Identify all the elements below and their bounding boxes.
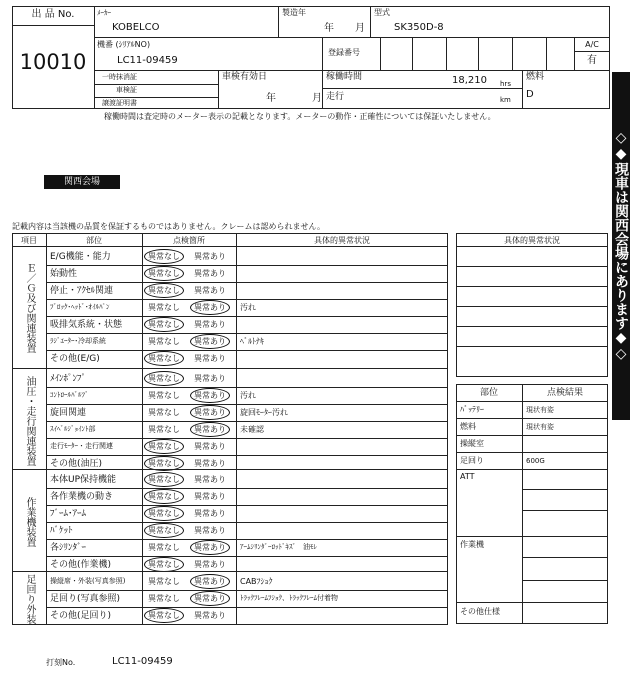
normal-circle-mark — [144, 371, 184, 386]
group-label: Ｅ／Ｇ及び関連装置 — [24, 262, 35, 353]
result-part: 操縦室 — [460, 439, 484, 448]
normal-option: 異常なし — [148, 475, 180, 484]
part-label: ﾊﾞｹｯﾄ — [50, 526, 73, 536]
normal-option: 異常なし — [148, 543, 180, 552]
row-divider — [46, 607, 448, 608]
abnormal-option: 異常あり — [194, 492, 226, 501]
normal-option: 異常なし — [148, 391, 180, 400]
col-detail: 具体的異常状況 — [314, 236, 370, 245]
result-part: 作業機 — [460, 540, 484, 549]
part-label: その他(油圧) — [50, 459, 103, 469]
normal-option: 異常なし — [148, 611, 180, 620]
col-item: 項目 — [21, 236, 37, 245]
maker-label: ﾒｰｶｰ — [97, 9, 111, 17]
result-value: 600G — [526, 457, 545, 465]
part-label: 始動性 — [50, 269, 78, 279]
part-label: ﾒｲﾝﾎﾟﾝﾌﾟ — [50, 374, 87, 384]
detail-text: ﾄﾗｯｸﾌﾚｰﾑﾌｼｮｸ、ﾄﾗｯｸﾌﾚｰﾑ付着物 — [240, 594, 338, 602]
part-label: 停止・ｱｸｾﾙ関連 — [50, 286, 114, 296]
hours-value: 18,210 — [452, 75, 487, 86]
group-divider — [12, 469, 448, 470]
normal-option: 異常なし — [148, 425, 180, 434]
row-divider — [46, 539, 448, 540]
inspection-expiry-label: 車検有効日 — [222, 72, 268, 82]
row-divider — [46, 333, 448, 334]
location-tag: 関西会場 — [44, 175, 120, 189]
temp-permit-label: 一時抹消証 — [102, 73, 137, 81]
abnormal-circle-mark — [190, 591, 230, 606]
model-label: 型式 — [374, 8, 390, 17]
abnormal-circle-mark — [190, 540, 230, 555]
normal-option: 異常なし — [148, 408, 180, 417]
detail-text: ｱｰﾑｼﾘﾝﾀﾞｰﾛｯﾄﾞｷｽﾞ 油ﾓﾚ — [240, 543, 317, 551]
part-label: ﾌﾞｰﾑ･ｱｰﾑ — [50, 509, 87, 519]
abnormal-option: 異常あり — [194, 509, 226, 518]
abnormal-option: 異常あり — [194, 320, 226, 329]
part-label: ｺﾝﾄﾛｰﾙﾊﾞﾙﾌﾞ — [50, 391, 89, 399]
hours-label: 稼働時間 — [326, 72, 363, 82]
location-banner: ◇◆現車は関西会場にあります◆◇ — [612, 72, 630, 420]
part-label: E/G機能・能力 — [50, 252, 111, 262]
row-divider — [46, 438, 448, 439]
hours-note: 稼働時間は査定時のメーター表示の記載となります。メーターの動作・正確性については保証いたしません。 — [104, 112, 496, 121]
normal-option: 異常なし — [148, 320, 180, 329]
row-divider — [46, 488, 448, 489]
normal-circle-mark — [144, 506, 184, 521]
row-divider — [46, 265, 448, 266]
abnormal-option: 異常あり — [194, 611, 226, 620]
row-divider — [46, 299, 448, 300]
row-divider — [46, 522, 448, 523]
part-label: その他(足回り) — [50, 611, 112, 621]
normal-circle-mark — [144, 608, 184, 623]
abnormal-option: 異常あり — [194, 442, 226, 451]
normal-option: 異常なし — [148, 577, 180, 586]
abnormal-option: 異常あり — [194, 286, 226, 295]
expiry-year-unit: 年 — [266, 93, 276, 104]
fuel-label: 燃料 — [526, 72, 545, 82]
month-unit: 月 — [355, 23, 365, 34]
right-detail-box — [456, 233, 608, 377]
normal-circle-mark — [144, 472, 184, 487]
row-divider — [46, 505, 448, 506]
part-label: 足回り(写真参照) — [50, 594, 121, 604]
right-detail-header: 具体的異常状況 — [504, 236, 560, 245]
normal-circle-mark — [144, 523, 184, 538]
stamp-value: LC11-09459 — [112, 656, 173, 667]
normal-option: 異常なし — [148, 509, 180, 518]
part-label: ﾗｼﾞｴｰﾀｰ･冷却系統 — [50, 337, 106, 345]
hours-unit: hrs — [500, 80, 511, 88]
abnormal-option: 異常あり — [194, 374, 226, 383]
km-unit: km — [500, 96, 511, 104]
part-label: ｽｲﾍﾞﾙｼﾞｮｲﾝﾄ部 — [50, 425, 96, 433]
detail-text: 旋回ﾓｰﾀｰ汚れ — [240, 408, 288, 417]
normal-option: 異常なし — [148, 442, 180, 451]
abnormal-circle-mark — [190, 388, 230, 403]
serial-label: 機番 (ｼﾘｱﾙNO) — [97, 40, 151, 49]
row-divider — [46, 350, 448, 351]
normal-option: 異常なし — [148, 374, 180, 383]
abnormal-option: 異常あり — [194, 475, 226, 484]
abnormal-option: 異常あり — [194, 391, 226, 400]
maker-value: KOBELCO — [112, 22, 160, 33]
result-part: 足回り — [460, 456, 484, 465]
part-label: 各作業機の動き — [50, 492, 114, 502]
inspection-cert-label: 車検証 — [116, 86, 137, 94]
normal-circle-mark — [144, 351, 184, 366]
transfer-cert-label: 譲渡証明書 — [102, 99, 137, 107]
result-part: ﾊﾞｯﾃﾘｰ — [460, 405, 484, 414]
normal-option: 異常なし — [148, 337, 180, 346]
year-label: 製造年 — [282, 8, 306, 17]
row-divider — [46, 282, 448, 283]
detail-text: ﾍﾞﾙﾄﾅｷ — [240, 337, 264, 346]
result-part: その他仕様 — [460, 607, 500, 616]
normal-option: 異常なし — [148, 354, 180, 363]
part-label: その他(E/G) — [50, 354, 100, 364]
model-value: SK350D-8 — [394, 22, 444, 33]
normal-circle-mark — [144, 489, 184, 504]
col-check: 点検箇所 — [173, 236, 205, 245]
abnormal-option: 異常あり — [194, 577, 226, 586]
part-label: 走行ﾓｰﾀｰ・走行関連 — [50, 442, 113, 450]
abnormal-option: 異常あり — [194, 337, 226, 346]
normal-option: 異常なし — [148, 492, 180, 501]
abnormal-option: 異常あり — [194, 425, 226, 434]
normal-option: 異常なし — [148, 286, 180, 295]
lot-label: 出 品 No. — [31, 9, 75, 20]
part-label: 本体UP保持機能 — [50, 475, 117, 485]
normal-option: 異常なし — [148, 560, 180, 569]
normal-option: 異常なし — [148, 252, 180, 261]
part-label: 吸排気系統・状態 — [50, 320, 123, 330]
result-part: 燃料 — [460, 422, 476, 431]
reg-label: 登録番号 — [328, 48, 360, 57]
stamp-label: 打刻No. — [46, 658, 76, 667]
detail-text: 汚れ — [240, 303, 256, 312]
abnormal-option: 異常あり — [194, 303, 226, 312]
normal-circle-mark — [144, 557, 184, 572]
abnormal-circle-mark — [190, 422, 230, 437]
group-label: 作業機装置 — [24, 497, 35, 547]
abnormal-circle-mark — [190, 574, 230, 589]
normal-option: 異常なし — [148, 594, 180, 603]
abnormal-option: 異常あり — [194, 459, 226, 468]
normal-option: 異常なし — [148, 459, 180, 468]
normal-circle-mark — [144, 317, 184, 332]
result-col-result: 点検結果 — [546, 388, 583, 398]
group-divider — [12, 571, 448, 572]
row-divider — [46, 421, 448, 422]
col-part: 部位 — [86, 236, 102, 245]
result-col-part: 部位 — [479, 388, 498, 398]
ac-value: 有 — [587, 55, 597, 66]
abnormal-option: 異常あり — [194, 526, 226, 535]
abnormal-option: 異常あり — [194, 269, 226, 278]
normal-circle-mark — [144, 439, 184, 454]
result-table — [456, 384, 608, 624]
expiry-month-unit: 月 — [312, 93, 322, 104]
row-divider — [46, 404, 448, 405]
abnormal-option: 異常あり — [194, 252, 226, 261]
abnormal-option: 異常あり — [194, 560, 226, 569]
detail-text: CABﾌｼｮｸ — [240, 577, 273, 586]
result-value: 現状有姿 — [526, 423, 554, 431]
row-divider — [46, 455, 448, 456]
header-box — [12, 6, 610, 109]
result-part: ATT — [460, 472, 475, 481]
year-unit: 年 — [324, 23, 334, 34]
row-divider — [46, 387, 448, 388]
fuel-value: D — [526, 89, 534, 100]
part-label: 操縦席・外装(写真参照) — [50, 577, 126, 585]
disclaimer: 記載内容は当該機の品質を保証するものではありません。クレームは認められません。 — [12, 222, 325, 231]
serial-value: LC11-09459 — [117, 55, 178, 66]
normal-option: 異常なし — [148, 303, 180, 312]
row-divider — [46, 316, 448, 317]
normal-option: 異常なし — [148, 526, 180, 535]
part-label: ﾌﾞﾛｯｸ･ﾍｯﾄﾞ･ｵｲﾙﾊﾟﾝ — [50, 303, 110, 311]
part-label: その他(作業機) — [50, 560, 112, 570]
ac-label: A/C — [585, 40, 599, 49]
row-divider — [46, 556, 448, 557]
normal-circle-mark — [144, 283, 184, 298]
part-label: 各ｼﾘﾝﾀﾞｰ — [50, 543, 87, 553]
detail-text: 未確認 — [240, 425, 264, 434]
group-divider — [12, 368, 448, 369]
normal-circle-mark — [144, 266, 184, 281]
group-label: 油圧・走行関連装置 — [24, 376, 35, 466]
group-label: 足回り外装 — [24, 573, 35, 624]
part-label: 旋回関連 — [50, 408, 87, 418]
detail-text: 汚れ — [240, 391, 256, 400]
result-value: 現状有姿 — [526, 406, 554, 414]
abnormal-circle-mark — [190, 300, 230, 315]
abnormal-option: 異常あり — [194, 408, 226, 417]
abnormal-option: 異常あり — [194, 543, 226, 552]
normal-circle-mark — [144, 249, 184, 264]
lot-number: 10010 — [19, 50, 87, 74]
abnormal-option: 異常あり — [194, 354, 226, 363]
normal-option: 異常なし — [148, 269, 180, 278]
travel-label: 走行 — [326, 92, 345, 102]
abnormal-circle-mark — [190, 405, 230, 420]
row-divider — [46, 590, 448, 591]
abnormal-option: 異常あり — [194, 594, 226, 603]
abnormal-circle-mark — [190, 334, 230, 349]
